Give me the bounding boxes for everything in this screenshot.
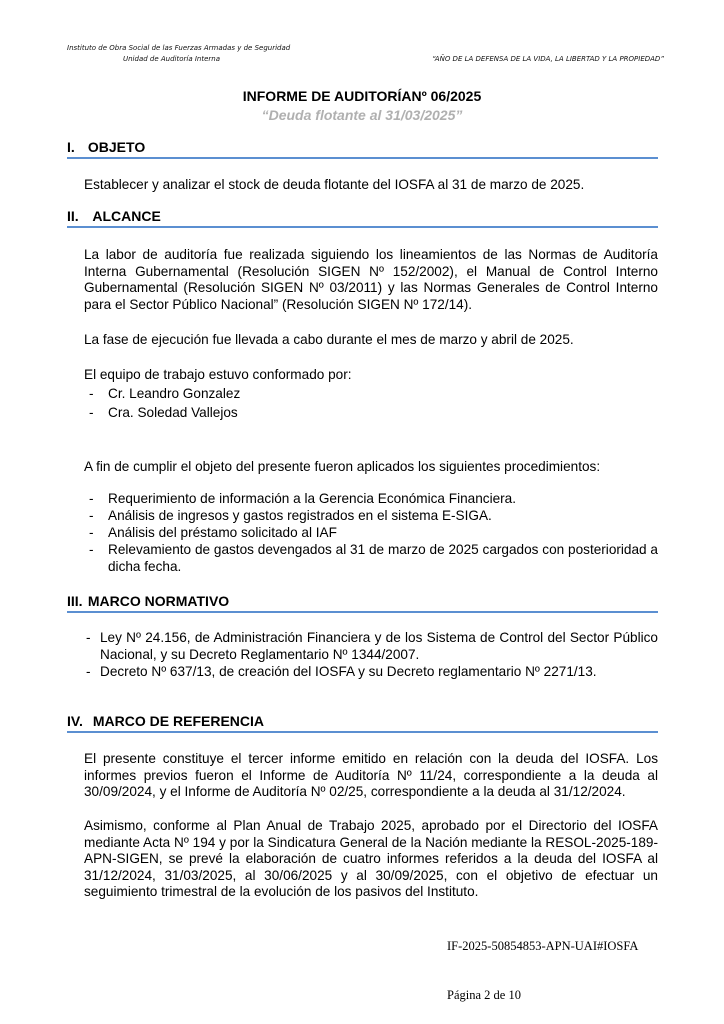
alcance-paragraph-2: La fase de ejecución fue llevada a cabo durante el mes de marzo y abril de 2025. bbox=[84, 332, 574, 347]
alcance-paragraph-4: A fin de cumplir el objeto del presente fueron aplicados los siguientes procedimientos: bbox=[84, 459, 601, 474]
section-rule bbox=[67, 226, 658, 228]
referencia-paragraph-2: Asimismo, conforme al Plan Anual de Trabajo 2025, aprobado por el Directorio del IOSFA mediante Acta Nº 194 y por la Sindicatura General de la Nación mediante la RESOL-2025-189-APN-SIGEN, se prevé la elaboración de cuatro informes referidos a la deuda del IOSFA al 31/12/2024, 31/03/2025, al 30/06/2025 y al 30/09/2025, con el objetivo de efectuar un seguimiento trimestral de la evolución de los pasivos del Instituto. bbox=[84, 818, 658, 900]
header-institution: Instituto de Obra Social de las Fuerzas Armadas y de Seguridad bbox=[67, 44, 291, 52]
procedure-item: Análisis de ingresos y gastos registrados en el sistema E-SIGA. bbox=[108, 508, 492, 523]
list-dash: - bbox=[89, 525, 94, 540]
team-member: Cr. Leandro Gonzalez bbox=[108, 386, 241, 401]
procedure-item: Relevamiento de gastos devengados al 31 de marzo de 2025 cargados con posterioridad a dicha fecha. bbox=[108, 542, 658, 574]
page-number: Página 2 de 10 bbox=[447, 988, 521, 1002]
section-title: OBJETO bbox=[87, 139, 146, 155]
section-heading-alcance bbox=[67, 208, 658, 224]
list-dash: - bbox=[89, 542, 94, 557]
list-dash: - bbox=[89, 405, 94, 420]
list-dash: - bbox=[86, 664, 91, 679]
section-number: I. bbox=[67, 139, 75, 155]
procedure-item: Análisis del préstamo solicitado al IAF bbox=[108, 525, 337, 540]
normativa-item: Decreto Nº 637/13, de creación del IOSFA y su Decreto reglamentario Nº 2271/13. bbox=[100, 664, 597, 679]
alcance-paragraph-3: El equipo de trabajo estuvo conformado por: bbox=[84, 367, 352, 382]
section-number: IV. bbox=[67, 713, 83, 729]
list-dash: - bbox=[89, 491, 94, 506]
header-unit: Unidad de Auditoría Interna bbox=[123, 55, 221, 63]
document-id: IF-2025-50854853-APN-UAI#IOSFA bbox=[447, 939, 639, 953]
section-title: ALCANCE bbox=[92, 208, 161, 224]
document-title: INFORME DE AUDITORÍANº 06/2025 bbox=[242, 88, 482, 104]
section-heading-objeto bbox=[67, 139, 658, 155]
procedure-item: Requerimiento de información a la Gerencia Económica Financiera. bbox=[108, 491, 517, 506]
objeto-paragraph: Establecer y analizar el stock de deuda flotante del IOSFA al 31 de marzo de 2025. bbox=[84, 177, 585, 192]
normativa-item: Ley Nº 24.156, de Administración Financiera y de los Sistema de Control del Sector Público Nacional, y su Decreto Reglamentario Nº 1344/2007. bbox=[100, 630, 658, 662]
section-heading-marco-referencia bbox=[67, 713, 658, 729]
section-rule bbox=[67, 731, 658, 733]
document-subtitle: “Deuda flotante al 31/03/2025” bbox=[261, 107, 463, 123]
list-dash: - bbox=[86, 630, 91, 645]
section-rule bbox=[67, 611, 658, 613]
section-title: MARCO DE REFERENCIA bbox=[92, 713, 265, 729]
section-rule bbox=[67, 157, 658, 159]
alcance-paragraph-1: La labor de auditoría fue realizada siguiendo los lineamientos de las Normas de Auditoría Interna Gubernamental (Resolución SIGEN Nº 152/2002), el Manual de Control Interno Gubernamental (Resolución SIGEN Nº 03/2011) y las Normas Generales de Control Interno para el Sector Público Nacional” (Resolución SIGEN Nº 172/14). bbox=[84, 247, 658, 312]
team-member: Cra. Soledad Vallejos bbox=[108, 405, 238, 420]
header-motto: “AÑO DE LA DEFENSA DE LA VIDA, LA LIBERTAD Y LA PROPIEDAD” bbox=[432, 55, 664, 63]
referencia-paragraph-1: El presente constituye el tercer informe emitido en relación con la deuda del IOSFA. Los informes previos fueron el Informe de Auditoría Nº 11/24, correspondiente a la deuda al 30/09/2024, y el Informe de Auditoría Nº 02/25, correspondiente a la deuda al 31/12/2024. bbox=[84, 751, 658, 800]
section-number: III. bbox=[67, 593, 83, 609]
list-dash: - bbox=[89, 508, 94, 523]
section-heading-marco-normativo bbox=[67, 593, 658, 609]
section-title: MARCO NORMATIVO bbox=[87, 593, 230, 609]
section-number: II. bbox=[67, 208, 79, 224]
list-dash: - bbox=[89, 386, 94, 401]
